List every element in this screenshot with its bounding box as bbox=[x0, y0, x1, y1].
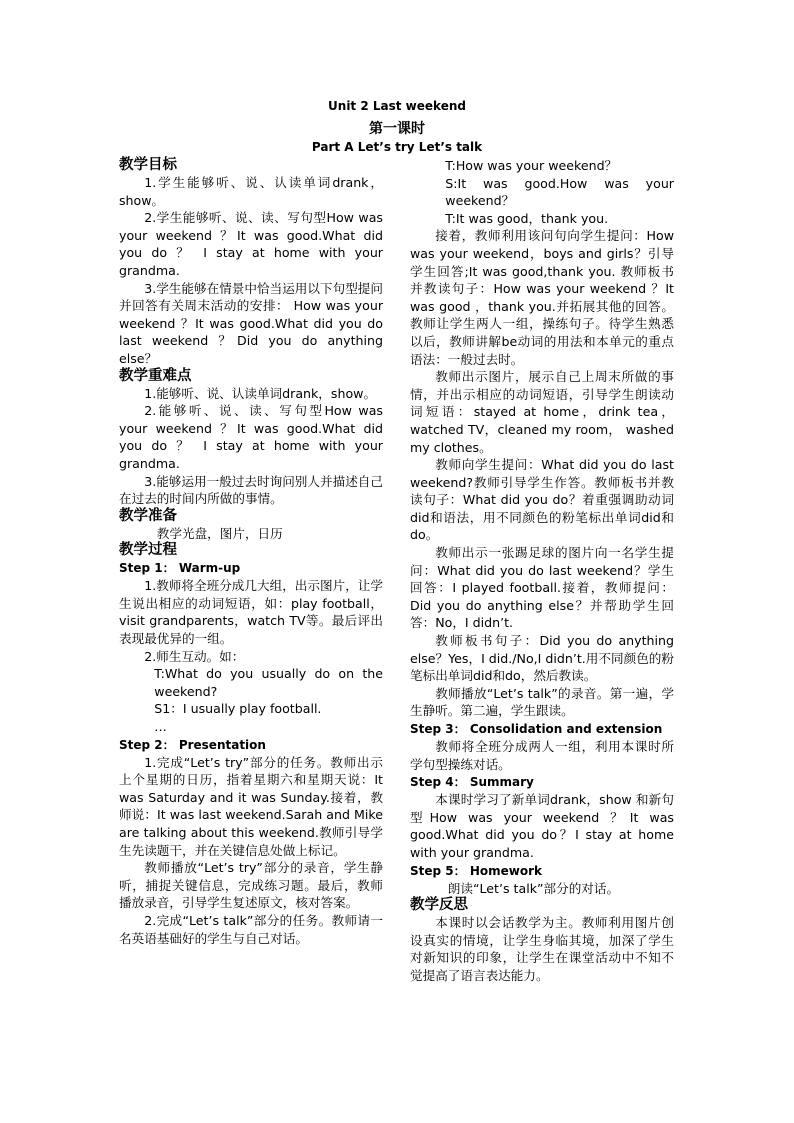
step-1-para-1: 1.教师将全班分成几大组，出示图片，让学生说出相应的动词短语，如：play football，visit grandparents，watch TV等。最后评出表现最优异的一组。 bbox=[119, 578, 383, 647]
step-2-para-3: 2.完成“Let’s talk”部分的任务。教师请一名英语基础好的学生与自己对话。 bbox=[119, 912, 383, 946]
presentation-para-4: 教师出示一张踢足球的图片向一名学生提问：What did you do last weekend？学生回答：I played football.接着，教师提问：Did you do anything else？并帮助学生回答：No，I didn’t. bbox=[410, 545, 674, 631]
heading-reflection: 教学反思 bbox=[410, 897, 468, 914]
heading-preparation: 教学准备 bbox=[119, 507, 177, 524]
heading-process: 教学过程 bbox=[119, 542, 177, 559]
left-column bbox=[119, 157, 383, 947]
ellipsis: … bbox=[154, 719, 167, 735]
presentation-para-3: 教师向学生提问：What did you do last weekend?教师引导学生作答。教师板书并教读句子：What did you do？着重强调助动词did和语法，用不同颜色的粉笔标出单词did和do。 bbox=[410, 457, 674, 543]
presentation-para-2: 教师出示图片，展示自己上周末所做的事情，并出示相应的动词短语，引导学生朗读动词短语：stayed at home，drink tea，watched TV，cleaned my room， washed my clothes。 bbox=[410, 369, 674, 455]
step-1-para-2: 2.师生互动。如： bbox=[144, 648, 245, 664]
dialogue-line: T:What do you usually do on the weekend? bbox=[154, 666, 383, 699]
step-1-title: Step 1： Warm-up bbox=[119, 561, 241, 576]
step-3-title: Step 3： Consolidation and extension bbox=[410, 722, 663, 736]
heading-goals: 教学目标 bbox=[119, 157, 177, 173]
goal-3: 3.学生能够在情景中恰当运用以下句型提问并回答有关周末活动的安排： How was your weekend ？It was good.What did you do last weekend ？Did you do anything else？ bbox=[119, 280, 383, 366]
unit-title: Unit 2 Last weekend bbox=[328, 99, 466, 113]
presentation-para-6: 教师播放“Let’s talk”的录音。第一遍，学生静听。第二遍，学生跟读。 bbox=[410, 685, 674, 719]
step-2-para-1: 1.完成“Let’s try”部分的任务。教师出示上个星期的日历，指着星期六和星期天说：It was Saturday and it was Sunday.接着，教师说：It was last weekend.Sarah and Mike are talking about this weekend.教师引导学生先读题干，并在关键信息处做上标记。 bbox=[119, 754, 383, 858]
dialogue-line: T:It was good，thank you. bbox=[445, 210, 609, 226]
presentation-para-5: 教师板书句子：Did you do anything else？Yes，I did./No,I didn’t.用不同颜色的粉笔标出单词did和do，然后教读。 bbox=[410, 633, 674, 684]
presentation-para-1: 接着，教师利用该问句向学生提问：How was your weekend，boys and girls？引导学生回答;It was good,thank you. 教师板书并教读句子：How was your weekend ？It was good ，thank you.并拓展其他的回答。教师让学生两人一组，操练句子。待学生熟悉以后，教师讲解be动词的用法和本单元的重点语法：一般过去时。 bbox=[410, 228, 674, 367]
right-column bbox=[410, 157, 674, 985]
key-point-3: 3.能够运用一般过去时询问别人并描述自己在过去的时间内所做的事情。 bbox=[119, 473, 383, 507]
step-2-title: Step 2： Presentation bbox=[119, 737, 266, 752]
key-point-2: 2.能够听、说、读、写句型How was your weekend ？It was good.What did you do ？ I stay at home with your grandma. bbox=[119, 403, 383, 471]
step-4-title: Step 4： Summary bbox=[410, 775, 534, 790]
dialogue-line: S:It was good.How was your weekend？ bbox=[445, 175, 674, 209]
step-5-para: 朗读“Let’s talk”部分的对话。 bbox=[447, 880, 620, 896]
dialogue-line: T:How was your weekend？ bbox=[445, 158, 618, 173]
step-2-para-2: 教师播放“Let’s try”部分的录音，学生静听，捕捉关键信息，完成练习题。最后，教师播放录音，引导学生复述原文，核对答案。 bbox=[119, 860, 383, 911]
dialogue-line: S1：I usually play football. bbox=[154, 701, 322, 717]
lesson-title: 第一课时 bbox=[369, 121, 425, 137]
step-4-para: 本课时学习了新单词drank，show 和新句型How was your weekend ？It was good.What did you do？I stay at home with your grandma. bbox=[410, 792, 674, 860]
step-3-para: 教师将全班分成两人一组，利用本课时所学句型操练对话。 bbox=[410, 739, 674, 772]
step-5-title: Step 5： Homework bbox=[410, 863, 542, 878]
key-point-1: 1.能够听、说、认读单词drank，show。 bbox=[144, 385, 377, 401]
goal-2: 2.学生能够听、说、读、写句型How was your weekend ？It was good.What did you do ？ I stay at home with your grandma. bbox=[119, 210, 383, 278]
reflection-text: 本课时以会话教学为主。教师利用图片创设真实的情境，让学生身临其境，加深了学生对新知识的印象，让学生在课堂活动中不知不觉提高了语言表达能力。 bbox=[410, 915, 674, 983]
heading-key-points: 教学重难点 bbox=[119, 367, 192, 384]
part-title: Part A Let’s try Let’s talk bbox=[311, 140, 483, 154]
goal-1: 1.学生能够听、说、认读单词drank，show。 bbox=[119, 175, 383, 208]
preparation-text: 教学光盘，图片，日历 bbox=[156, 525, 283, 541]
